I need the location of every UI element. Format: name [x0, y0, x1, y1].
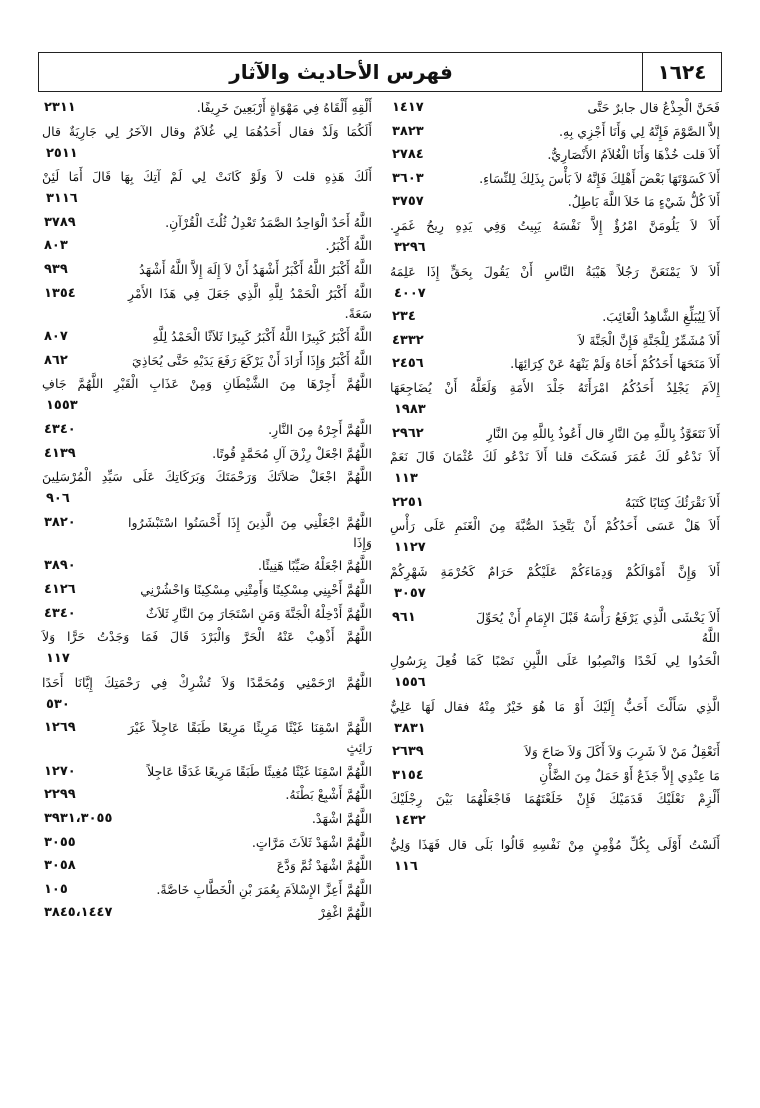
hadith-text: أَلاَ كَسَوْتَهَا بَعْضَ أَهْلِكَ فَإِنَّهُ لاَ بَأْسَ بِذَلِكَ لِلنِّسَاءِ.	[479, 170, 720, 186]
index-column-right	[390, 98, 720, 881]
index-entry	[390, 742, 720, 762]
hadith-text: أَلْقِهِ أَلْقَاهُ فِي مَهْوَاةٍ أَرْبَعِينَ خَرِيفًا.	[196, 100, 372, 115]
index-entry	[42, 762, 372, 782]
reference-number: ٣٩٣١،٣٠٥٥	[44, 811, 113, 827]
index-entry	[390, 789, 720, 831]
hadith-text: اللَّهُمَّ اجْعَلْ صَلاَتَكَ وَرَحْمَتَكَ وَبَرَكَاتِكَ عَلَى سَيِّدِ الْمُرْسَلِينَ	[42, 469, 372, 485]
hadith-text: أَلَكُمَا وَلَدٌ فقال أَحَدُهُمَا لِي غُلاَمٌ وقال الآخَرُ لِي جَارِيَةٌ قال	[42, 123, 372, 139]
index-entry	[390, 516, 720, 558]
hadith-text: أَلاَ مُشَمِّرٌ لِلْجَنَّةِ فَإِنَّ الْجَنَّةَ لاَ	[578, 332, 720, 348]
index-entry	[42, 556, 372, 576]
index-entry	[42, 580, 372, 600]
hadith-text: اللَّهُ أَكْبَرُ كَبِيرًا اللَّهُ أَكْبَرُ كَبِيرًا ثَلاَثًا الْحَمْدُ لِلَّهِ	[152, 329, 372, 345]
reference-number: ٩٦١	[392, 609, 416, 625]
reference-number: ٤٠٠٧	[394, 285, 426, 301]
reference-number: ٥٣٠	[46, 696, 70, 712]
reference-number: ٩٣٩	[44, 261, 68, 277]
index-entry	[390, 307, 720, 327]
reference-number: ١١٢٧	[394, 540, 426, 556]
reference-number: ٣٨٩٠	[44, 558, 76, 574]
index-entry	[390, 424, 720, 444]
index-entry	[42, 809, 372, 829]
index-entry	[42, 213, 372, 233]
index-entry	[42, 673, 372, 715]
index-entry	[390, 562, 720, 604]
hadith-text: اللَّهُمَّ أَعِزَّ الإِسْلاَمَ بِعُمَرَ بْنِ الْخَطَّابِ خَاصَّةً.	[156, 881, 372, 897]
index-entry	[42, 122, 372, 164]
index-entry	[42, 327, 372, 347]
hadith-text: الَّذِي سَأَلْتَ أَحَبُّ إِلَيْكَ أَوْ مَا هُوَ خَيْرٌ مِنْهُ فقال لَهَا عَلِيٌّ	[390, 698, 720, 714]
reference-number: ١٣٥٤	[44, 285, 76, 301]
hadith-text: أَلاَ يَخْشَى الَّذِي يَرْفَعُ رَأْسَهُ قَبْلَ الإِمَامِ أَنْ يُحَوِّلَ اللَّهُ	[476, 609, 720, 645]
index-entry	[42, 513, 372, 553]
reference-number: ٣٦٠٣	[392, 170, 424, 186]
reference-number: ٨٠٧	[44, 329, 68, 345]
reference-number: ٢٥١١	[46, 145, 78, 161]
index-entry	[42, 880, 372, 900]
hadith-text: اللَّهُمَّ اجْعَلْهُ صَيِّبًا هَنِيئًا.	[258, 558, 372, 574]
hadith-text: اللَّهُمَّ ارْحَمْنِي وَمُحَمَّدًا وَلاَ تُشْرِكْ فِي رَحْمَتِكَ إِيَّانَا أَحَدًا	[42, 674, 372, 690]
index-entry	[42, 260, 372, 280]
hadith-text: أَلاَ لاَ يَلُومَنَّ امْرُؤٌ إِلاَّ نَفْسَهُ يَبِيتُ وَفِي يَدِهِ رِيحُ غَمَرٍ.	[390, 217, 720, 233]
index-entry	[42, 420, 372, 440]
index-entry	[390, 216, 720, 258]
reference-number: ٤٣٤٠	[44, 605, 76, 621]
reference-number: ١١٦	[394, 859, 418, 875]
reference-number: ٣٨٣١	[394, 720, 426, 736]
index-entry	[390, 122, 720, 142]
hadith-text: اللَّهُمَّ اغْفِرْ	[318, 905, 372, 921]
index-entry	[42, 167, 372, 209]
reference-number: ٢٤٥٦	[392, 356, 424, 372]
index-entry	[390, 262, 720, 304]
page-title: فهرس الأحاديث والآثار	[229, 60, 453, 84]
index-entry	[390, 651, 720, 693]
index-entry	[390, 354, 720, 374]
index-entry	[390, 145, 720, 165]
reference-number: ١٤٣٢	[394, 813, 426, 829]
hadith-text: اللَّهُمَّ اسْقِنَا غَيْثًا مُغِيثًا طَبَقًا مَرِيعًا غَدَقًا عَاجِلاً	[147, 763, 372, 779]
hadith-text: أَلاَ هَلْ عَسَى أَحَدُكُمْ أَنْ يَتَّخِذَ الصُّبَّةَ مِنَ الْغَنَمِ عَلَى رَأْسِ	[390, 518, 720, 534]
hadith-text: اللَّهُمَّ اشْهَدْ.	[311, 811, 372, 827]
index-entry	[42, 785, 372, 805]
reference-number: ١١٣	[394, 471, 418, 487]
index-entry	[390, 608, 720, 648]
reference-number: ٣٢٩٦	[394, 239, 426, 255]
hadith-text: اللَّهُمَّ أَذْهِبْ عَنْهُ الْحَرَّ وَالْبَرْدَ قَالَ فَمَا وَجَدْتُ حَرًّا وَلاَ	[42, 629, 372, 645]
hadith-text: اللَّهُمَّ اشْهَدْ ثَلاَثَ مَرَّاتٍ.	[251, 834, 372, 850]
reference-number: ٢٢٥١	[392, 494, 424, 510]
reference-number: ٣٠٥٥	[44, 834, 76, 850]
hadith-text: اللَّهُ أَكْبَرُ وَإِذَا أَرَادَ أَنْ يَرْكَعَ رَفَعَ يَدَيْهِ حَتَّى يُحَاذِيَ	[131, 352, 372, 368]
hadith-text: أَلاَ لاَ يَمْنَعَنَّ رَجُلاً هَيْبَةُ النَّاسِ أَنْ يَقُولَ بِحَقٍّ إِذَا عَلِمَهُ	[390, 263, 720, 279]
reference-number: ٢٢٩٩	[44, 787, 76, 803]
index-entry	[390, 493, 720, 513]
index-entry	[42, 444, 372, 464]
reference-number: ٢٦٣٩	[392, 744, 424, 760]
hadith-text: أَلاَ مَنَحَهَا أَحَدُكُمْ أَخَاهُ وَلَمْ يَنْهَهُ عَنْ كِرَائِهَا.	[510, 356, 720, 372]
hadith-text: اللَّهُمَّ أَحْيِنِي مِسْكِينًا وَأَمِتْنِي مِسْكِينًا وَاحْشُرْنِي	[140, 581, 372, 597]
reference-number: ٣٠٥٨	[44, 858, 76, 874]
reference-number: ٣٧٨٩	[44, 214, 76, 230]
hadith-text: اللَّهُ أَكْبَرُ.	[325, 238, 372, 254]
reference-number: ١٥٥٣	[46, 398, 78, 414]
hadith-text: أَلاَ نَدْعُو لَكَ عُمَرَ فَسَكَتَ قلنا أَلاَ نَدْعُو لَكَ عُثْمَانَ قَالَ نَعَمْ	[390, 449, 720, 465]
index-entry	[390, 697, 720, 739]
reference-number: ٣٨٢٠	[44, 514, 76, 530]
hadith-text: اللَّهُمَّ اشْهَدْ ثُمَّ وَدَّعَ	[276, 858, 372, 874]
hadith-text: اللَّهُمَّ أَدْخِلْهُ الْجَنَّةَ وَمَنِ اسْتَجَارَ مِنَ النَّارِ ثَلاَثٌ	[145, 605, 372, 621]
index-entry	[42, 627, 372, 669]
hadith-text: اللَّهُ أَحَدٌ الْوَاحِدُ الصَّمَدُ تَعْدِلُ ثُلُثَ الْقُرْآنِ.	[165, 214, 372, 230]
index-entry	[42, 856, 372, 876]
hadith-text: أَلَكَ هَذِهِ قلت لاَ وَلَوْ كَانَتْ لِي لَمْ آتِكَ بِهَا قَالَ أَمَا لَئِنْ	[42, 169, 372, 185]
hadith-text: إِلاَمَ يَجْلِدُ أَحَدُكُمُ امْرَأَتَهُ جَلْدَ الأَمَةِ وَلَعَلَّهُ أَنْ يُضَاجِعَهَا	[390, 379, 720, 395]
hadith-text: اللَّهُمَّ أَجِرْهَا مِنَ الشَّيْطَانِ وَمِنْ عَذَابِ الْقَبْرِ اللَّهُمَّ جَافِ	[42, 376, 372, 392]
hadith-text: مَا عِنْدِي إِلاَّ جَذَعٌ أَوْ حَمَلٌ مِنَ الضَّأْنِ	[539, 767, 720, 783]
reference-number: ٣٨٤٥،١٤٤٧	[44, 905, 113, 921]
hadith-text: أَلْزِمْ نَعْلَيْكَ قَدَمَيْكَ فَإِنْ خَلَعْتَهُمَا فَاجْعَلْهُمَا بَيْنَ رِجْلَيْكَ	[390, 791, 720, 807]
index-column-left	[42, 98, 372, 927]
reference-number: ٤١٣٩	[44, 445, 76, 461]
hadith-text: اللَّهُمَّ اجْعَلْ رِزْقَ آلِ مُحَمَّدٍ قُوتًا.	[212, 445, 372, 461]
reference-number: ٣٠٥٧	[394, 585, 426, 601]
reference-number: ٣١١٦	[46, 191, 78, 207]
reference-number: ٢٣٤	[392, 309, 416, 325]
hadith-text: أَلاَ قلت خُذْهَا وَأَنَا الْغُلاَمُ الأَنْصَارِيُّ.	[547, 147, 720, 163]
index-entry	[42, 98, 372, 118]
index-entry	[390, 766, 720, 786]
reference-number: ٣٧٥٧	[392, 194, 424, 210]
reference-number: ١٤١٧	[392, 100, 424, 115]
index-entry	[42, 467, 372, 509]
hadith-text: أَلاَ نَقْرَئُكَ كِتَابًا كَتَبَهُ	[625, 494, 720, 510]
hadith-text: اللَّهُ أَكْبَرُ اللَّهُ أَكْبَرُ أَشْهَدُ أَنْ لاَ إِلَهَ إِلاَّ اللَّهُ أَشْهَدُ	[139, 261, 372, 277]
index-entry	[390, 331, 720, 351]
page-header	[38, 52, 722, 92]
reference-number: ٨٠٣	[44, 238, 68, 254]
hadith-text: أَلَسْتُ أَوْلَى بِكُلِّ مُؤْمِنٍ مِنْ نَفْسِهِ قَالُوا بَلَى قال فَهَذَا وَلِيُّ	[390, 837, 720, 853]
reference-number: ١٩٨٣	[394, 401, 426, 417]
index-entry	[42, 374, 372, 416]
reference-number: ١٢٦٩	[44, 720, 76, 736]
reference-number: ٢٧٨٤	[392, 147, 424, 163]
reference-number: ٢٩٦٢	[392, 425, 424, 441]
reference-number: ٣٨٢٣	[392, 123, 424, 139]
reference-number: ٩٠٦	[46, 491, 70, 507]
hadith-text: أَلاَ وَإِنَّ أَمْوَالَكُمْ وَدِمَاءَكُمْ عَلَيْكُمْ حَرَامٌ كَحُرْمَةِ شَهْرِكُمْ	[390, 563, 720, 579]
hadith-text: اللَّهُ أَكْبَرُ الْحَمْدُ لِلَّهِ الَّذِي جَعَلَ فِي هَذَا الأَمْرِ سَعَةً.	[128, 285, 372, 321]
hadith-text: اللَّهُمَّ أَجِرْهُ مِنَ النَّارِ.	[268, 421, 372, 437]
reference-number: ٤٣٤٠	[44, 421, 76, 437]
index-entry	[42, 284, 372, 324]
hadith-text: أَلاَ كُلُّ شَيْءٍ مَا خَلاَ اللَّهَ بَاطِلُ.	[567, 194, 720, 210]
index-entry	[42, 833, 372, 853]
index-entry	[390, 447, 720, 489]
index-entry	[390, 378, 720, 420]
reference-number: ١١٧	[46, 651, 70, 667]
reference-number: ٤١٢٦	[44, 581, 76, 597]
reference-number: ٣١٥٤	[392, 767, 424, 783]
index-entry	[390, 98, 720, 118]
hadith-text: اللَّهُمَّ اسْقِنَا غَيْثًا مَرِيئًا مَرِيعًا طَبَقًا عَاجِلاً غَيْرَ رَائِثٍ	[128, 720, 372, 756]
index-entry	[42, 236, 372, 256]
reference-number: ٤٣٣٢	[392, 332, 424, 348]
hadith-text: اللَّهُمَّ أَشْبِعْ بَطْنَهُ.	[285, 787, 372, 803]
index-entry	[42, 718, 372, 758]
hadith-text: فَحَنَّ الْجِذْعُ قال جابرٌ حَتَّى	[587, 100, 720, 115]
hadith-text: أَلاَ نَتَعَوَّذُ بِاللَّهِ مِنَ النَّارِ قال أَعُوذُ بِاللَّهِ مِنَ النَّارِ	[486, 425, 720, 441]
index-entry	[390, 835, 720, 877]
index-entry	[42, 903, 372, 923]
hadith-text: أَلاَ لِيُبَلِّغِ الشَّاهِدُ الْغَائِبَ.	[602, 309, 720, 325]
reference-number: ٢٣١١	[44, 100, 76, 115]
reference-number: ١٥٥٦	[394, 675, 426, 691]
hadith-text: إلاَّ الصَّوْمَ فَإِنَّهُ لِي وَأَنَا أَجْزِي بِهِ.	[559, 123, 720, 139]
index-entry	[390, 169, 720, 189]
index-entry	[42, 604, 372, 624]
page-number: ١٦٢٤	[642, 53, 721, 91]
reference-number: ٨٦٢	[44, 352, 68, 368]
index-entry	[42, 351, 372, 371]
hadith-text: اللَّهُمَّ اجْعَلْنِي مِنَ الَّذِينَ إِذَا أَحْسَنُوا اسْتَبْشَرُوا وَإِذَا	[128, 514, 372, 550]
hadith-text: الْحَدُوا لِي لَحْدًا وَانْصِبُوا عَلَى اللَّبِنِ نَصْبًا كَمَا فُعِلَ بِرَسُولِ	[390, 653, 720, 669]
hadith-text: أَنَعْقِلُ مَنْ لاَ شَرِبَ وَلاَ أَكَلَ وَلاَ صَاحَ وَلاَ	[524, 744, 720, 760]
index-entry	[390, 192, 720, 212]
reference-number: ١٢٧٠	[44, 763, 76, 779]
reference-number: ١٠٥	[44, 881, 68, 897]
